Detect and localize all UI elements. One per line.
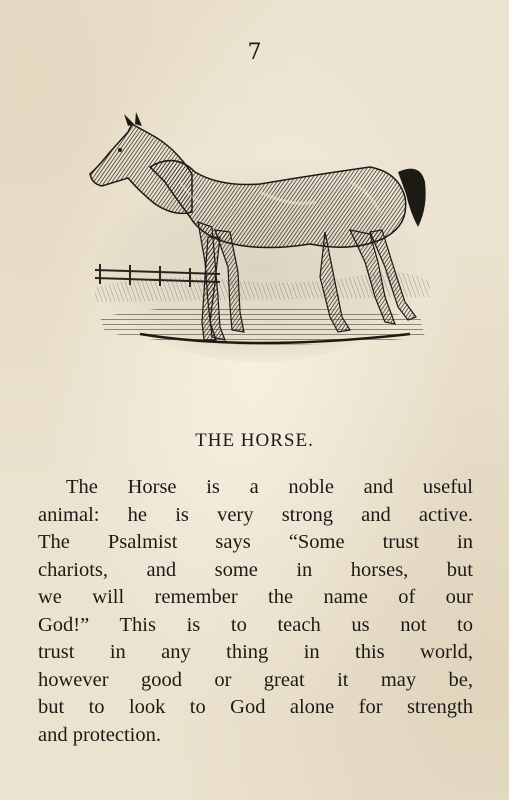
body-line: but to look to God alone for strength [38, 696, 473, 718]
show-through-text [70, 405, 470, 433]
chapter-title: THE HORSE. [195, 430, 314, 451]
body-line: The Psalmist says “Some trust in [38, 531, 473, 553]
body-line: we will remember the name of our [38, 586, 473, 608]
body-line: chariots, and some in horses, but [38, 558, 473, 581]
body-line: God!” This is to teach us not to [38, 613, 473, 636]
body-paragraph [38, 474, 473, 749]
body-line: The Horse is a noble and useful [66, 476, 473, 498]
body-line: trust in any thing in this world, [38, 641, 473, 663]
body-line: however good or great it may be, [38, 668, 473, 691]
horse-engraving [80, 112, 435, 362]
body-line: animal: he is very strong and active. [38, 503, 473, 526]
body-line: and protection. [38, 723, 161, 746]
page-number: 7 [247, 40, 262, 65]
